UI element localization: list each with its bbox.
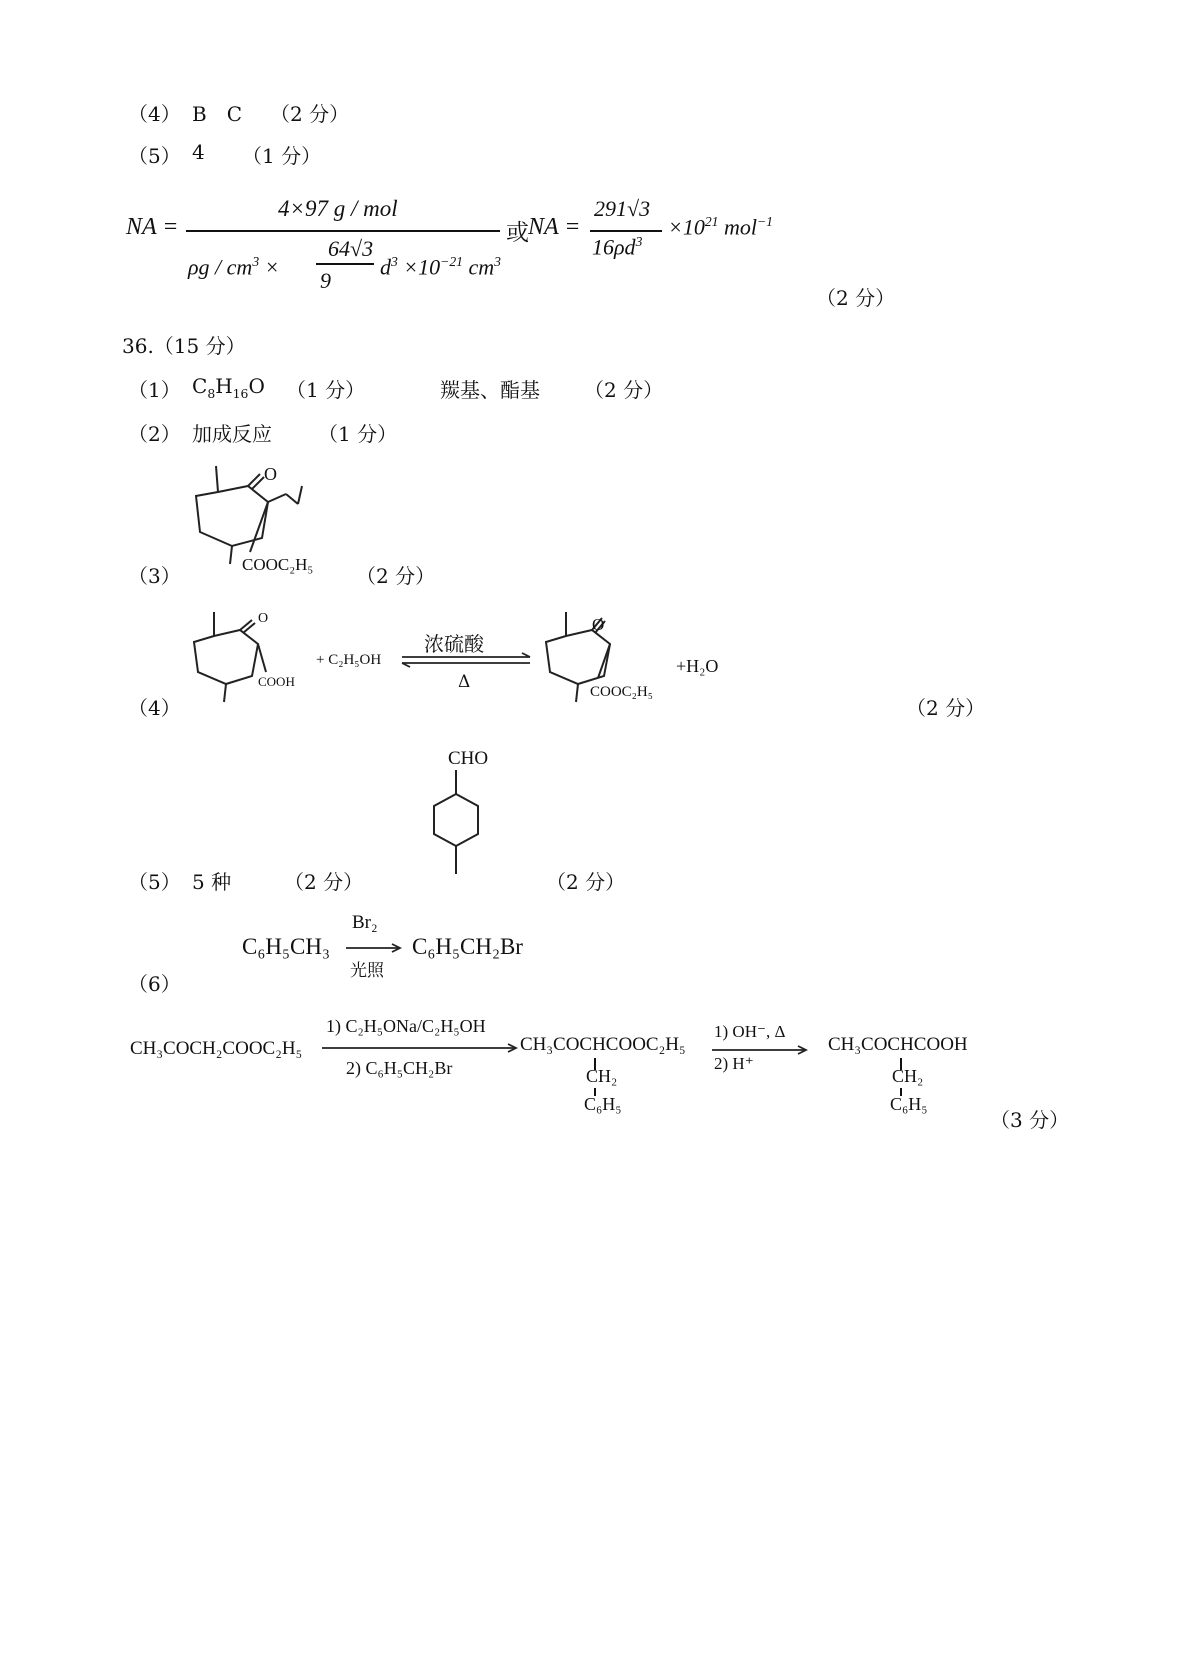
q36-p6-step1-condition: Br₂ <box>352 912 378 933</box>
q36-p6-arrow-a <box>320 1042 520 1054</box>
q36-p4-equilibrium-arrow <box>398 652 536 668</box>
q36-p3-ester-label: COOC₂H₅ <box>242 555 314 574</box>
q36-p1-groups: 羰基、酯基 <box>440 378 540 402</box>
q36-p4-reactant-o: O <box>258 611 269 626</box>
formula1-denominator: ρg / $cm^3$ × <box>188 254 280 280</box>
q36-p3-score: （2 分） <box>356 564 436 588</box>
q36-header: 36.（15 分） <box>122 334 246 358</box>
q36-p1-number: （1） <box>128 378 181 402</box>
q36-p3-number: （3） <box>128 564 181 588</box>
q36-p5-number: （5） <box>128 870 181 894</box>
formula1-inner-numerator: 64√3 <box>328 236 374 261</box>
q36-p6-step1-reactant: C₆H₅CH₃ <box>242 934 330 959</box>
formula1-lhs: NA = <box>126 214 179 240</box>
q36-p2-score: （1 分） <box>318 422 398 446</box>
q36-p2-reaction: 加成反应 <box>192 422 272 446</box>
q36-p6-step1-arrow <box>344 942 404 954</box>
q36-p4-condition-top: 浓硫酸 <box>424 632 484 656</box>
q36-p2-number: （2） <box>128 422 181 446</box>
q35-p5-score: （1 分） <box>242 144 322 168</box>
q36-p6-mid-ch2: CH₂ <box>586 1066 618 1086</box>
q36-p5-answer: 5 种 <box>192 870 232 894</box>
q36-p4-reactant-cooh: COOH <box>258 674 295 689</box>
q35-p5-number: （5） <box>128 144 181 168</box>
q36-p6-start: CH₃COCH₂COOC₂H₅ <box>130 1038 303 1059</box>
q36-p4-number: （4） <box>128 696 181 720</box>
q36-p4-product-structure <box>534 606 674 706</box>
formula1-inner-denominator: 9 <box>320 268 331 293</box>
q36-p6-number: （6） <box>128 972 181 996</box>
q36-p6-cond-a1: 1) C₂H₅ONa/C₂H₅OH <box>326 1016 486 1036</box>
q36-p6-step1-product: C₆H₅CH₂Br <box>412 934 523 959</box>
q36-p4-product-ester: COOC₂H₅ <box>590 684 653 700</box>
q35-p4-number: （4） <box>128 102 181 126</box>
q36-p4-plus-ethanol: + C₂H₅OH <box>316 652 382 668</box>
q36-p3-o-label: O <box>264 464 277 484</box>
q36-p6-mid-ph: C₆H₅ <box>584 1094 622 1114</box>
q36-p4-plus-water: +H₂O <box>676 656 719 676</box>
q35-p4-score: （2 分） <box>270 102 350 126</box>
q36-p4-product-o: O <box>592 615 605 634</box>
q36-p6-end-main: CH₃COCHCOOH <box>828 1034 968 1055</box>
formula2-numerator: 291√3 <box>594 196 651 221</box>
q36-p6-step1-condition2: 光照 <box>350 961 384 981</box>
q36-p1-score1: （1 分） <box>286 378 366 402</box>
q36-p5-structure <box>420 742 510 882</box>
q36-p1-score2: （2 分） <box>584 378 664 402</box>
q35-p5-answer: 4 <box>192 140 205 164</box>
formula2-lhs: NA = <box>528 214 581 240</box>
q36-p6-mid-main: CH₃COCHCOOC₂H₅ <box>520 1034 686 1055</box>
q36-p6-cond-b2: 2) H⁺ <box>714 1054 754 1073</box>
q36-p6-end-ch2: CH₂ <box>892 1066 924 1086</box>
q36-p5-cho-label: CHO <box>448 748 489 769</box>
q36-p6-score: （3 分） <box>990 1108 1070 1132</box>
q36-p3-structure <box>180 456 360 576</box>
formula1-denominator-tail: $d^3 \times 10^{-21}$ $cm^3$ <box>380 254 501 280</box>
formula2-fraction-bar <box>590 230 662 232</box>
q36-p1-formula: $C_8H_{16}O$ <box>192 374 265 401</box>
q36-p6-cond-b1: 1) OH⁻, Δ <box>714 1022 786 1041</box>
q36-p6-end-ph: C₆H₅ <box>890 1094 928 1114</box>
q35-p4-answer: B C <box>192 102 242 126</box>
q36-p4-condition-bottom: Δ <box>458 672 471 692</box>
formula2-tail: $\times 10^{21}$ mol$^{-1}$ <box>668 214 773 240</box>
formula1-numerator: 4×97 g / mol <box>278 196 398 221</box>
formula-or: 或 <box>506 220 529 246</box>
q36-p5-score2: （2 分） <box>546 870 626 894</box>
formula1-inner-bar <box>316 263 374 265</box>
q36-p4-reactant-structure <box>180 606 320 706</box>
formula-score: （2 分） <box>816 286 896 310</box>
formula2-denominator: $16\rho d^3$ <box>592 234 643 260</box>
q36-p4-score: （2 分） <box>906 696 986 720</box>
formula1-fraction-bar <box>186 230 500 232</box>
q36-p6-cond-a2: 2) C₆H₅CH₂Br <box>346 1058 453 1078</box>
q36-p5-score1: （2 分） <box>284 870 364 894</box>
